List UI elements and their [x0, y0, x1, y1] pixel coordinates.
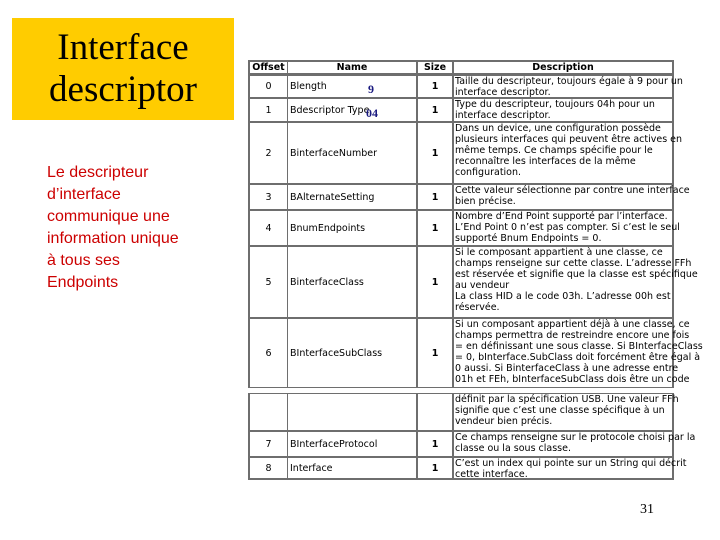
offset-cell: 7 [250, 432, 287, 456]
column-header-size: Size [418, 62, 452, 73]
description-line: La class HID a le code 03h. L’adresse 00h est [455, 291, 671, 302]
size-cell: 1 [418, 99, 452, 121]
field-name-cell: BInterfaceSubClass [288, 319, 416, 387]
size-cell: 1 [418, 458, 452, 478]
annotation-descriptor-type-value: 04 [366, 106, 378, 120]
description-cell [454, 123, 683, 183]
side-line: d’interface [47, 186, 121, 203]
field-name-cell: Blength [288, 76, 416, 97]
size-cell: 1 [418, 432, 452, 456]
field-name-cell [288, 394, 416, 430]
title-line-1: Interface [57, 27, 189, 68]
description-line: classe ou la sous classe. [455, 443, 571, 454]
description-line: 01h et FEh, bInterfaceSubClass dois être un code [455, 374, 690, 385]
offset-cell: 4 [250, 211, 287, 245]
size-cell: 1 [418, 319, 452, 387]
description-cell [454, 394, 679, 430]
offset-cell: 1 [250, 99, 287, 121]
description-line: plusieurs interfaces qui peuvent être actives en [455, 134, 683, 145]
description-cell [454, 319, 703, 387]
description-line: au vendeur [455, 280, 510, 291]
page-number: 31 [640, 502, 654, 517]
description-line: vendeur bien précis. [455, 416, 553, 427]
description-cell [454, 211, 680, 245]
side-description [47, 162, 212, 294]
offset-cell: 6 [250, 319, 287, 387]
description-line: Nombre d’End Point supporté par l’interface. [455, 211, 668, 222]
description-line: définit par la spécification USB. Une valeur FFh [455, 394, 679, 405]
field-name-cell: BinterfaceClass [288, 247, 416, 317]
description-line: Cette valeur sélectionne par contre une interface [455, 185, 690, 196]
description-line: même temps. Ce champs spécifie pour le [455, 145, 653, 156]
description-line: Type du descripteur, toujours 04h pour un [455, 99, 655, 110]
description-line: Si le composant appartient à une classe, ce [455, 247, 663, 258]
size-cell: 1 [418, 185, 452, 209]
offset-cell [250, 394, 287, 430]
description-line: est réservée et signifie que la classe est spécifique [455, 269, 698, 280]
size-cell: 1 [418, 123, 452, 183]
side-line: Le descripteur [47, 164, 149, 181]
field-name-cell: BInterfaceProtocol [288, 432, 416, 456]
side-line: Endpoints [47, 274, 119, 291]
description-line: C’est un index qui pointe sur un String qui décrit [455, 458, 687, 469]
description-line: champs renseigne sur cette classe. L’adresse FFh [455, 258, 692, 269]
side-line: à tous ses [47, 252, 120, 269]
column-header-description: Description [454, 62, 672, 73]
description-line: Si un composant appartient déjà à une classe, ce [455, 319, 690, 330]
table-break [248, 388, 674, 393]
offset-cell: 5 [250, 247, 287, 317]
description-line: = en définissant une sous classe. Si BInterfaceClass [455, 341, 703, 352]
description-cell [454, 247, 698, 317]
offset-cell: 2 [250, 123, 287, 183]
side-line: information unique [47, 230, 179, 247]
description-line: Ce champs renseigne sur le protocole choisi par la [455, 432, 696, 443]
field-name-cell: Interface [288, 458, 416, 478]
description-line: bien précise. [455, 196, 516, 207]
size-cell: 1 [418, 247, 452, 317]
offset-cell: 8 [250, 458, 287, 478]
slide-title [12, 18, 234, 120]
description-line: champs permettra de restreindre encore une fois [455, 330, 690, 341]
description-cell [454, 458, 687, 480]
column-header-name: Name [288, 62, 416, 73]
description-line: signifie que c’est une classe spécifique à un [455, 405, 665, 416]
description-line: Taille du descripteur, toujours égale à 9 pour un [455, 76, 683, 87]
offset-cell: 3 [250, 185, 287, 209]
size-cell [418, 394, 452, 430]
description-line: cette interface. [455, 469, 528, 480]
descriptor-table [248, 60, 703, 480]
size-cell: 1 [418, 211, 452, 245]
size-cell: 1 [418, 76, 452, 97]
description-line: L’End Point 0 n’est pas compter. Si c’est le seul [455, 222, 680, 233]
description-line: configuration. [455, 167, 522, 178]
description-line: = 0, bInterface.SubClass doit forcément être égal à [455, 352, 701, 363]
column-header-offset: Offset [250, 62, 287, 73]
description-line: reconnaître les interfaces de la même [455, 156, 636, 167]
description-line: supporté Bnum Endpoints = 0. [455, 233, 602, 244]
field-name-cell: BnumEndpoints [288, 211, 416, 245]
annotation-blength-value: 9 [368, 82, 374, 96]
description-line: interface descriptor. [455, 87, 551, 98]
title-line-2: descriptor [49, 69, 197, 110]
description-cell [454, 99, 672, 121]
description-cell [454, 76, 683, 98]
description-line: interface descriptor. [455, 110, 551, 121]
description-line: 0 aussi. Si BinterfaceClass à une adresse entre [455, 363, 679, 374]
description-cell [454, 432, 696, 456]
description-line: réservée. [455, 302, 500, 313]
side-line: communique une [47, 208, 170, 225]
field-name-cell: BinterfaceNumber [288, 123, 416, 183]
field-name-cell: BAlternateSetting [288, 185, 416, 209]
description-cell [454, 185, 690, 209]
field-name-cell: Bdescriptor Type [288, 99, 416, 121]
description-line: Dans un device, une configuration possède [455, 123, 661, 134]
offset-cell: 0 [250, 76, 287, 97]
